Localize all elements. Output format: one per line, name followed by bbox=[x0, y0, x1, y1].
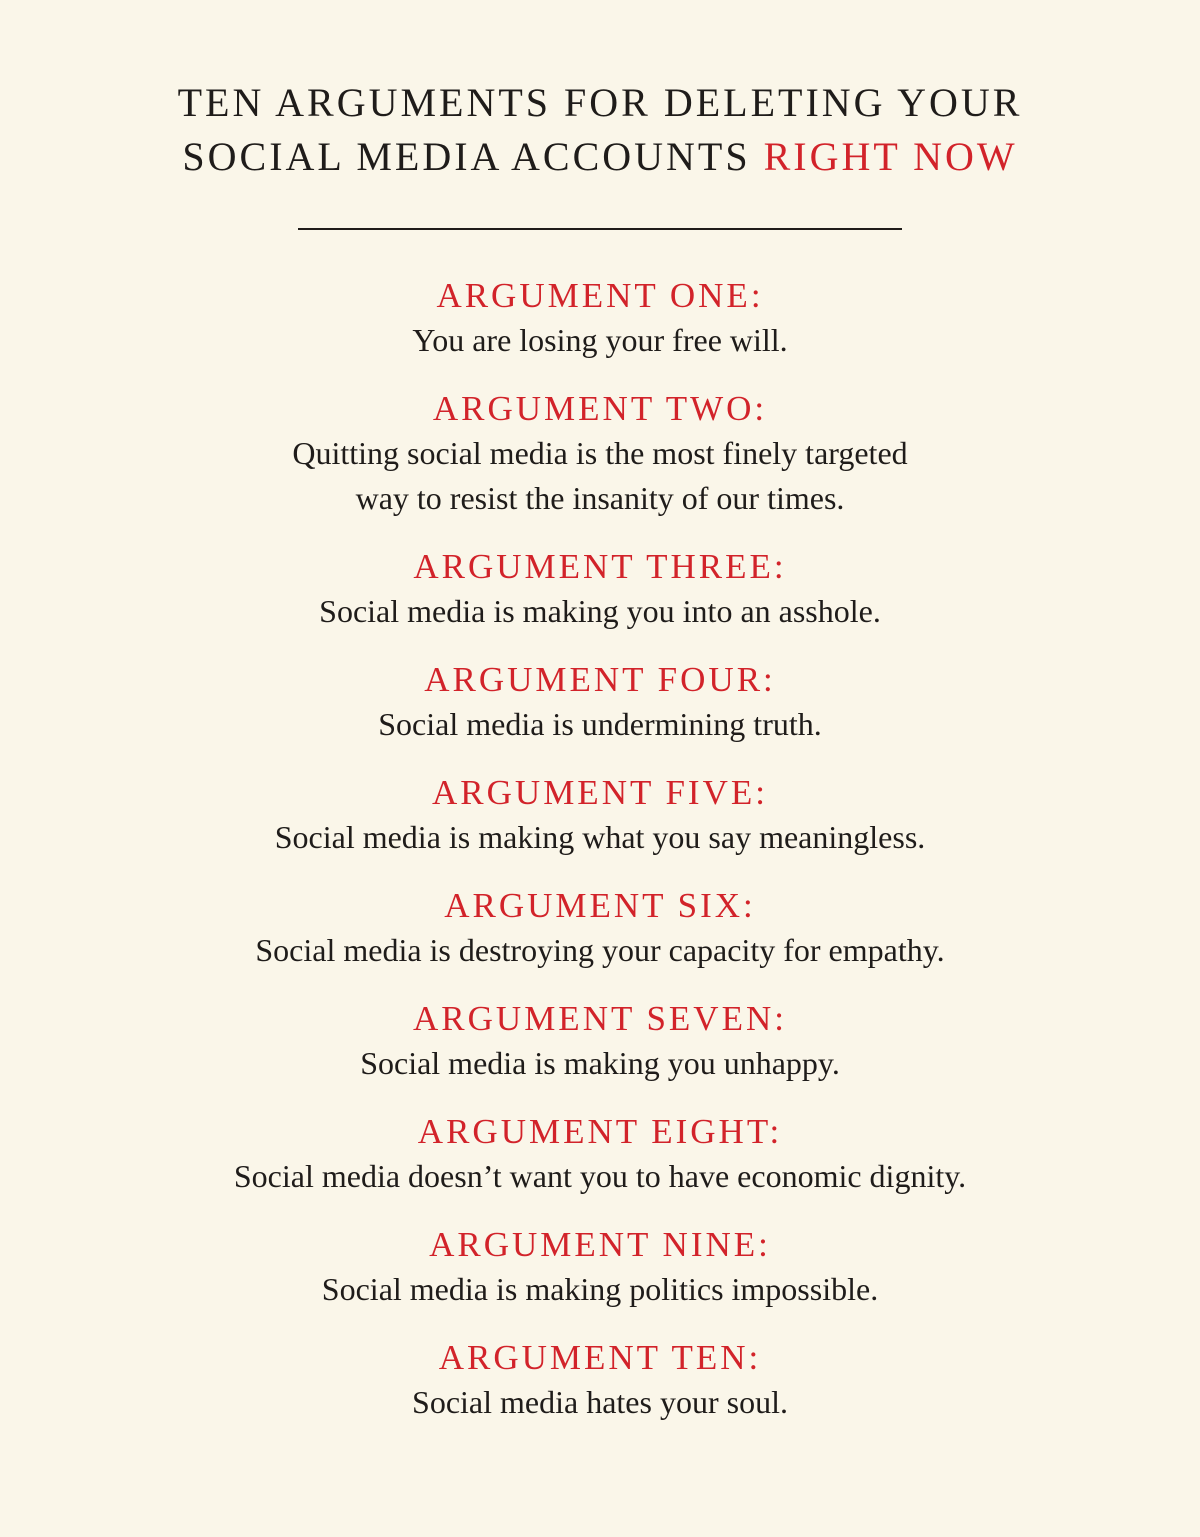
argument-heading: ARGUMENT TWO: bbox=[432, 389, 768, 428]
argument-text: Social media is making politics impossible. bbox=[321, 1271, 879, 1307]
argument-item bbox=[0, 771, 1200, 860]
argument-heading: ARGUMENT FOUR: bbox=[424, 660, 776, 699]
argument-heading: ARGUMENT EIGHT: bbox=[417, 1112, 783, 1151]
argument-heading: ARGUMENT ONE: bbox=[436, 276, 764, 315]
argument-heading: ARGUMENT SEVEN: bbox=[413, 999, 787, 1038]
title-divider bbox=[298, 228, 902, 230]
argument-text: Social media hates your soul. bbox=[412, 1384, 788, 1420]
title-line-1: TEN ARGUMENTS FOR DELETING YOUR bbox=[177, 80, 1023, 125]
argument-item bbox=[0, 274, 1200, 363]
argument-heading: ARGUMENT FIVE: bbox=[432, 773, 768, 812]
argument-item bbox=[0, 997, 1200, 1086]
argument-item bbox=[0, 545, 1200, 634]
page-title bbox=[0, 76, 1200, 184]
argument-text: Social media is making what you say meaningless. bbox=[274, 819, 926, 855]
argument-heading: ARGUMENT SIX: bbox=[444, 886, 756, 925]
argument-text: Social media doesn’t want you to have economic dignity. bbox=[233, 1158, 967, 1194]
argument-text: You are losing your free will. bbox=[412, 322, 788, 358]
argument-text: Social media is making you unhappy. bbox=[360, 1045, 840, 1081]
argument-heading: ARGUMENT TEN: bbox=[438, 1338, 762, 1377]
argument-item bbox=[0, 1110, 1200, 1199]
title-line-2: SOCIAL MEDIA ACCOUNTS bbox=[182, 134, 751, 179]
argument-item bbox=[0, 1336, 1200, 1425]
argument-text: Social media is destroying your capacity for empathy. bbox=[255, 932, 945, 968]
argument-item bbox=[0, 884, 1200, 973]
argument-text: Social media is undermining truth. bbox=[378, 706, 822, 742]
argument-heading: ARGUMENT NINE: bbox=[429, 1225, 771, 1264]
argument-list bbox=[0, 274, 1200, 1425]
argument-item bbox=[0, 387, 1200, 521]
title-accent: RIGHT NOW bbox=[763, 134, 1018, 179]
argument-item bbox=[0, 658, 1200, 747]
argument-item bbox=[0, 1223, 1200, 1312]
argument-text: Social media is making you into an asshole. bbox=[319, 593, 881, 629]
argument-text: Quitting social media is the most finely targeted bbox=[292, 435, 908, 471]
argument-text: way to resist the insanity of our times. bbox=[355, 480, 845, 516]
argument-heading: ARGUMENT THREE: bbox=[413, 547, 787, 586]
